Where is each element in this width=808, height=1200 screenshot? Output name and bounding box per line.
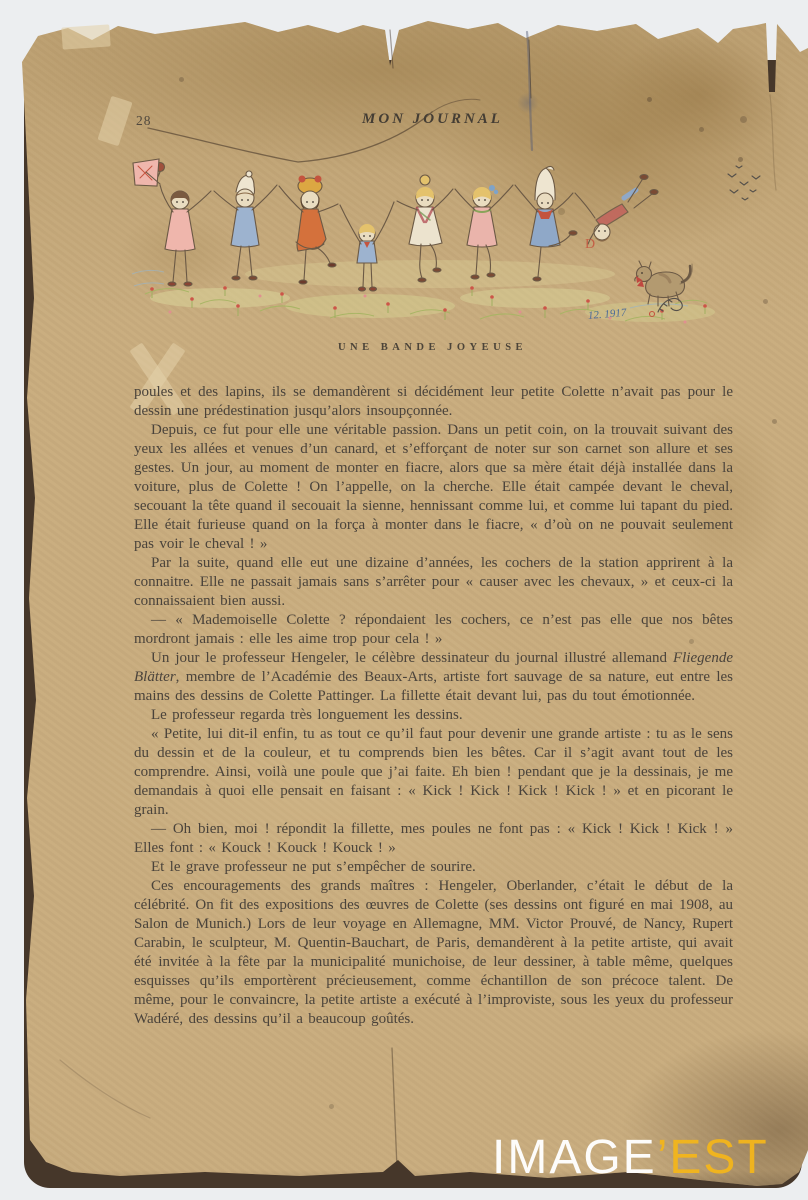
page-number: 28 bbox=[136, 113, 152, 128]
paragraph: Le professeur regarda très longuement les dessins. bbox=[151, 707, 463, 723]
paper-specks bbox=[0, 0, 3, 3]
child-girl-pink-flag bbox=[133, 159, 211, 286]
illustration-caption: UNE BANDE JOYEUSE bbox=[337, 342, 528, 353]
svg-text:12. 1917: 12. 1917 bbox=[587, 306, 627, 323]
paragraph: Depuis, ce fut pour elle une véritable passion. Dans un petit coin, on la trouvait suivant des yeux les allées et venues d’un canard, et s’efforçant de noter sur son carnet son allure et ses gestes. Un jour, au moment de monter en fiacre, alors que sa mère était déjà installée dans la voiture, plus de Colette ! On l’appelle, on la cherche. Elle était campée devant le cheval, secouant la tête quand il secouait la sienne, hennissant comme lui, et comme lui tapant du pied. Elle était furieuse quand on la força à monter dans le fiacre, « d’où on ne pouvait seulement pas voir le cheval ! » bbox=[134, 422, 733, 552]
child-boy-blue-cap bbox=[214, 171, 277, 280]
paragraph: poules et des lapins, ils se demandèrent si décidément leur petite Colette n’avait pas pour le dessin une prédestination jusqu’alors insoupçonnée. bbox=[134, 384, 733, 419]
watermark-est-text: ’EST bbox=[656, 1131, 769, 1184]
paragraph: Et le grave professeur ne put s’empêcher de sourire. bbox=[151, 859, 476, 875]
red-doodle-letter: D bbox=[585, 237, 596, 252]
dog-figure bbox=[635, 261, 692, 306]
journal-title: MON JOURNAL bbox=[362, 111, 503, 127]
illustration-children-dancing bbox=[130, 146, 785, 331]
paragraph: « Petite, lui dit-il enfin, tu as tout ce qu’il faut pour devenir une grande artiste : tu as le sens du dessin et de la couleur, et tu comprends bien les bêtes. Car il s’agit avant tout de les comprendre. Ainsi, voilà une poule que j’ai faite. Eh bien ! pendant que je la dessinais, je me demandais à quoi elle pensait en faisant : « Kick ! Kick ! Kick ! Kick ! » et en picorant le grain. bbox=[134, 726, 733, 818]
journal-name-italic: Fliegende Blätter bbox=[134, 650, 733, 685]
paragraph: Par la suite, quand elle eut une dizaine d’années, les cochers de la station apprirent à la connaitre. Elle ne passait jamais sans s’arrêter pour « causer avec les chevaux, » et ceux-ci la connaissaient bien aussi. bbox=[134, 555, 733, 609]
meadow bbox=[132, 260, 715, 324]
tape-piece bbox=[61, 24, 110, 49]
article-text bbox=[134, 383, 733, 1029]
watermark-image-text: IMAGE bbox=[492, 1131, 657, 1184]
paragraph-segment: Un jour le professeur Hengeler, le célèbre dessinateur du journal illustré allemand bbox=[151, 650, 674, 666]
image-est-watermark bbox=[492, 1130, 769, 1185]
paragraph: — « Mademoiselle Colette ? répondaient les cochers, ce n’est pas elle que nos bêtes mordront jamais : elle les aime trop pour cela ! » bbox=[134, 612, 733, 647]
birds-icon bbox=[728, 166, 760, 200]
paragraph bbox=[134, 649, 733, 706]
page-header bbox=[133, 111, 732, 133]
paragraph-segment: , membre de l’Académie des Beaux-Arts, artiste fort sauvage de sa nature, eut entre les mains des dessins de Colette Pattinger. La fillette était devant lui, pas du tout émotionnée. bbox=[134, 669, 733, 704]
child-tumbling bbox=[575, 175, 658, 245]
paragraph: Ces encouragements des grands maîtres : Hengeler, Oberlander, c’était le début de la célébrité. On fit des expositions des œuvres de Colette (ses dessins ont figuré en mai 1908, au Salon de Munich.) Lors de leur voyage en Allemagne, MM. Victor Prouvé, de Nancy, Rupert Carabin, le sculpteur, M. Quentin-Bauchart, de Paris, demandèrent à la petite artiste, qui avait été invitée à la fête par la municipalité munichoise, de leur dessiner, à table même, quelques esquisses qu’ils emportèrent précieusement, comme échantillon de son précoce talent. De même, pour le convaincre, la petite artiste a exécuté à l’improviste, sous les yeux du professeur Wadéré, des dessins qu’il a beaucoup goûtés. bbox=[134, 878, 733, 1027]
paragraph: — Oh bien, moi ! répondit la fillette, mes poules ne font pas : « Kick ! Kick ! Kick ! » Elles font : « Kouck ! Kouck ! Kouck ! » bbox=[134, 821, 733, 856]
